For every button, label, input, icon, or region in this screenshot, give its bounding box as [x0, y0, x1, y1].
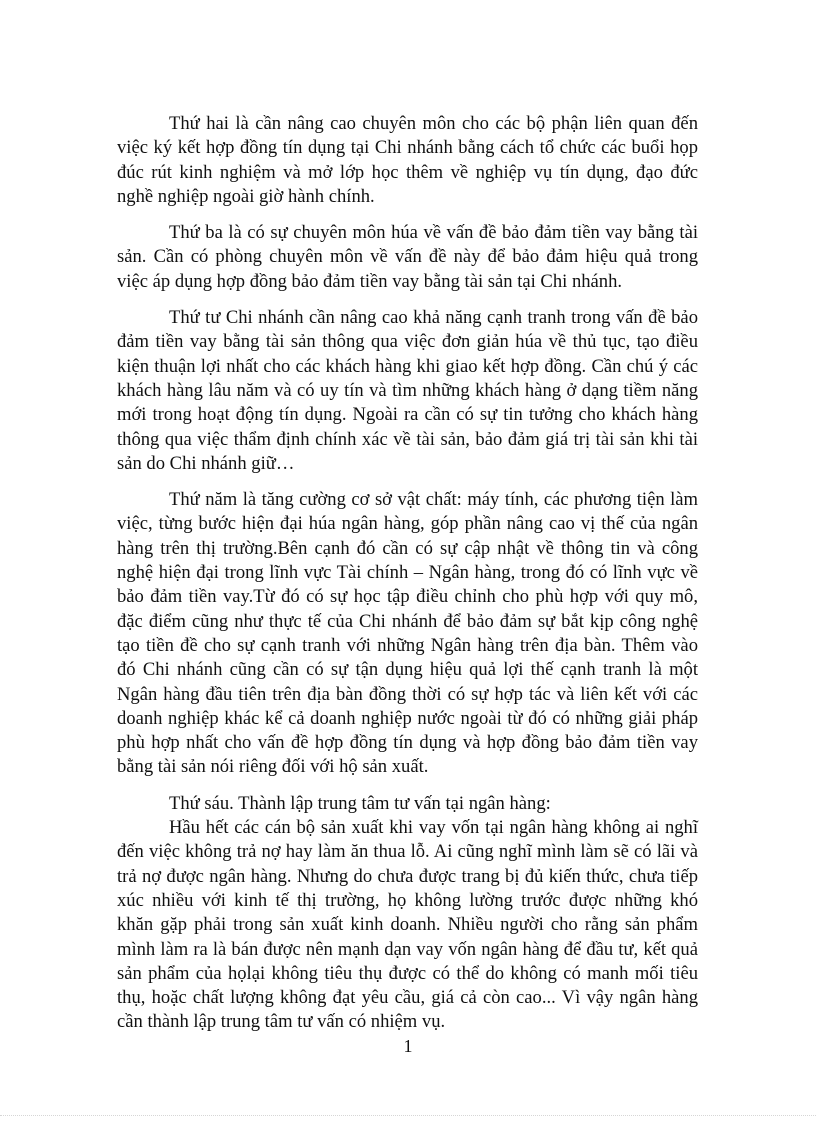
page-bottom-divider — [0, 1115, 816, 1116]
text-line: Thứ hai là cần nâng cao chuyên môn cho các bộ phận liên quan đến — [169, 113, 698, 134]
paragraph-thu-tu — [117, 306, 698, 476]
text-line: bảo đảm tiền vay.Từ đó có sự học tập điều chỉnh cho phù hợp với quy mô, — [117, 586, 698, 608]
text-line: khăn gặp phải trong sản xuất kinh doanh. Nhiều người cho rằng sản phẩm — [117, 914, 698, 936]
text-line: Ngân hàng đầu tiên trên địa bàn đồng thời có sự hợp tác và liên kết với các — [117, 683, 698, 705]
text-line: thụ, hoặc chất lượng không đạt yêu cầu, giá cả còn cao... Vì vậy ngân hàng — [117, 987, 698, 1009]
text-line: sản do Chi nhánh giữ… — [117, 452, 295, 474]
text-line: Thứ tư Chi nhánh cần nâng cao khả năng cạnh tranh trong vấn đề bảo — [169, 307, 698, 329]
text-line: việc ký kết hợp đồng tín dụng tại Chi nhánh bằng cách tổ chức các buổi họp — [117, 137, 698, 159]
text-line: mới trong hoạt động tín dụng. Ngoài ra cần có sự tin tưởng cho khách hàng — [117, 404, 698, 426]
text-line: thông qua việc thẩm định chính xác về tài sản, bảo đảm giá trị tài sản khi tài — [117, 428, 698, 450]
paragraph-thu-nam — [117, 488, 698, 780]
text-line: kiện thuận lợi nhất cho các khách hàng khi giao kết hợp đồng. Cần chú ý các — [117, 355, 698, 377]
paragraph-thu-hai — [117, 112, 698, 209]
text-line: bằng tài sản nói riêng đối với hộ sản xuất. — [117, 756, 429, 778]
paragraph-thu-ba — [117, 221, 698, 294]
text-line: xúc nhiều với kinh tế thị trường, họ không lường trước được những khó — [117, 889, 698, 911]
text-line: mình làm ra là bán được nên mạnh dạn vay vốn ngân hàng để đầu tư, kết quả — [117, 938, 698, 960]
text-line: nghệ hiện đại trong lĩnh vực Tài chính – Ngân hàng, trong đó có lĩnh vực về — [117, 562, 698, 584]
text-line: Thứ năm là tăng cường cơ sở vật chất: máy tính, các phương tiện làm — [169, 489, 698, 511]
text-line: khách hàng lâu năm và có uy tín và tìm những khách hàng ở dạng tiềm năng — [117, 379, 698, 401]
text-line: hàng trên thị trường.Bên cạnh đó cần có sự cập nhật về thông tin và công — [117, 537, 698, 559]
text-line: nghề nghiệp ngoài giờ hành chính. — [117, 185, 375, 207]
text-line: cần thành lập trung tâm tư vấn có nhiệm vụ. — [117, 1011, 446, 1033]
text-line: phù hợp nhất cho vấn đề hợp đồng tín dụng và hợp đồng bảo đảm tiền vay — [117, 732, 698, 754]
text-line: trả nợ được ngân hàng. Nhưng do chưa được trang bị đủ kiến thức, chưa tiếp — [117, 865, 698, 887]
paragraph-thu-sau-body — [117, 816, 698, 1035]
text-line: đặc điểm cũng như thực tế của Chi nhánh để bảo đảm sự bắt kịp công nghệ — [117, 610, 698, 632]
text-line: việc, từng bước hiện đại húa ngân hàng, góp phần nâng cao vị thế của ngân — [117, 513, 698, 535]
text-line: đảm tiền vay bằng tài sản thông qua việc đơn giản húa về thủ tục, tạo điều — [117, 331, 698, 353]
text-line: việc áp dụng hợp đồng bảo đảm tiền vay bằng tài sản tại Chi nhánh. — [117, 270, 623, 292]
text-line: doanh nghiệp khác kể cả doanh nghiệp nước ngoài từ đó có những giải pháp — [117, 707, 698, 729]
text-line: đó Chi nhánh cũng cần có sự tận dụng hiệu quả lợi thế cạnh tranh là một — [117, 659, 698, 681]
text-line: sản phẩm của họlại không tiêu thụ được có thể do không có manh mối tiêu — [117, 962, 698, 984]
body-text — [117, 112, 698, 1047]
text-line: sản. Cần có phòng chuyên môn về vấn đề này để bảo đảm hiệu quả trong — [117, 246, 698, 268]
page-number: 1 — [403, 1036, 413, 1056]
paragraph-thu-sau-heading — [117, 792, 698, 816]
text-line: Thứ ba là có sự chuyên môn húa về vấn đề bảo đảm tiền vay bằng tài — [169, 222, 698, 244]
text-line: tạo tiền đề cho sự cạnh tranh với những Ngân hàng trên địa bàn. Thêm vào — [117, 634, 698, 656]
text-line: đúc rút kinh nghiệm và mở lớp học thêm về nghiệp vụ tín dụng, đạo đức — [117, 161, 698, 183]
text-line: Thứ sáu. Thành lập trung tâm tư vấn tại ngân hàng: — [169, 792, 551, 814]
text-line: Hầu hết các cán bộ sản xuất khi vay vốn tại ngân hàng không ai nghĩ — [169, 817, 698, 839]
text-line: đến việc không trả nợ hay làm ăn thua lỗ. Ai cũng nghĩ mình làm sẽ có lãi và — [117, 841, 698, 863]
